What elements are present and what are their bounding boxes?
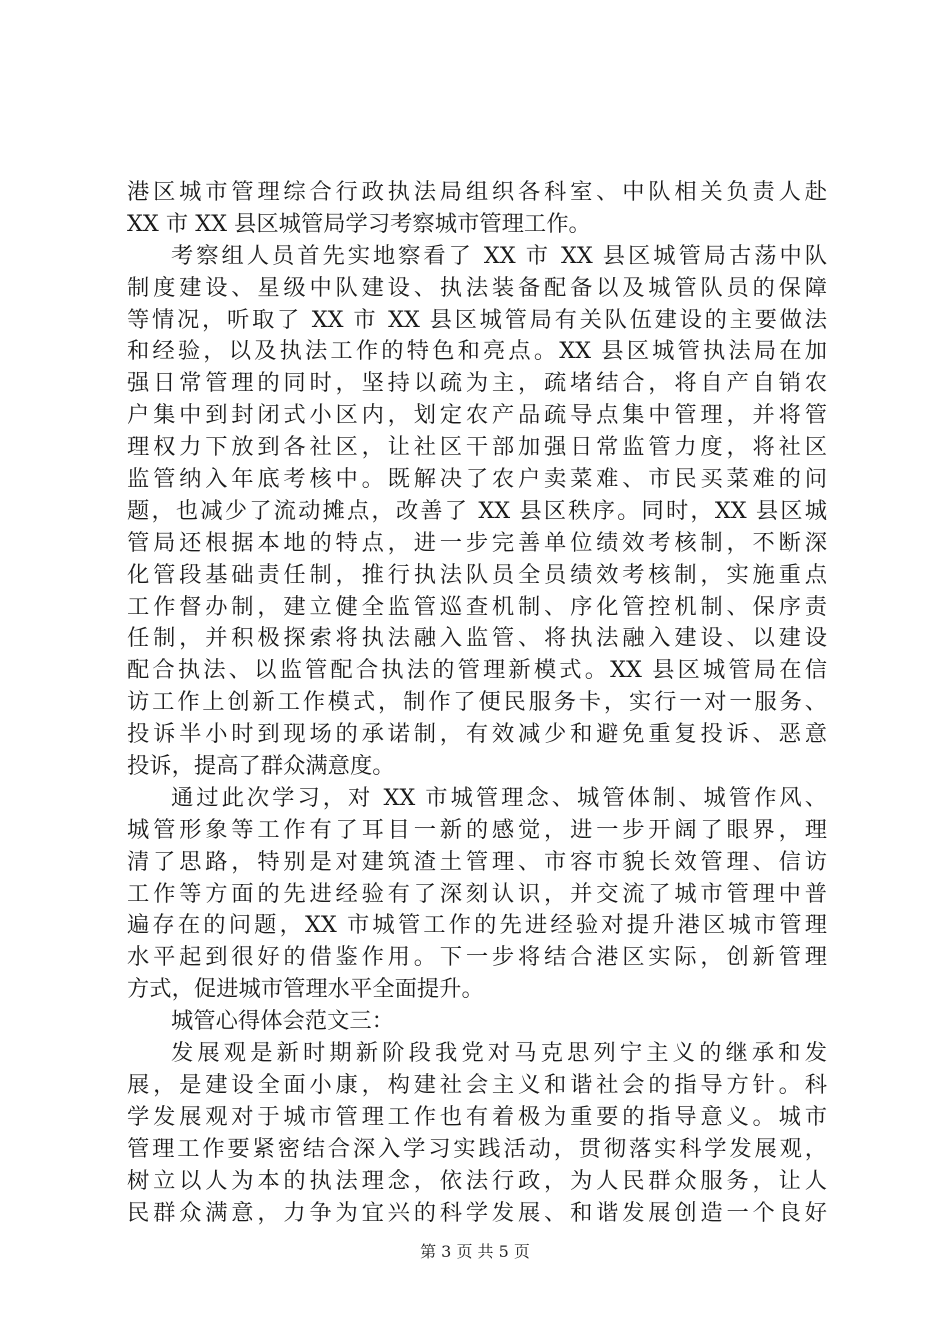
text-line: 强日常管理的同时，坚持以疏为主，疏堵结合，将自产自销农: [127, 370, 827, 397]
text-line: 题，也减少了流动摊点，改善了 XX 县区秩序。同时，XX 县区城: [127, 497, 827, 524]
text-line: 发展观是新时期新阶段我党对马克思列宁主义的继承和发: [171, 1040, 827, 1067]
text-line: 工作督办制，建立健全监管巡查机制、序化管控机制、保序责: [127, 593, 827, 620]
text-line: 方式，促进城市管理水平全面提升。: [127, 976, 484, 1003]
text-line: 配合执法、以监管配合执法的管理新模式。XX 县区城管局在信: [127, 657, 827, 684]
text-line: 监管纳入年底考核中。既解决了农户卖菜难、市民买菜难的问: [127, 466, 827, 493]
document-body: [127, 177, 827, 1229]
text-line: 等情况，听取了 XX 市 XX 县区城管局有关队伍建设的主要做法: [127, 306, 827, 333]
text-line: 遍存在的问题，XX 市城管工作的先进经验对提升港区城市管理: [127, 912, 827, 939]
text-line: 港区城市管理综合行政执法局组织各科室、中队相关负责人赴: [127, 179, 827, 205]
text-line: 通过此次学习，对 XX 市城管理念、城管体制、城管作风、: [171, 784, 827, 811]
text-line: 树立以人为本的执法理念，依法行政，为人民群众服务，让人: [127, 1167, 827, 1194]
text-line: 学发展观对于城市管理工作也有着极为重要的指导意义。城市: [127, 1103, 827, 1130]
text-line: 民群众满意，力争为宜兴的科学发展、和谐发展创造一个良好: [127, 1199, 827, 1226]
text-line: 管局还根据本地的特点，进一步完善单位绩效考核制，不断深: [127, 529, 827, 556]
text-line: 考察组人员首先实地察看了 XX 市 XX 县区城管局古荡中队: [171, 242, 827, 269]
text-line: 投诉半小时到现场的承诺制，有效减少和避免重复投诉、恶意: [127, 721, 827, 748]
text-line: 管理工作要紧密结合深入学习实践活动，贯彻落实科学发展观，: [127, 1135, 827, 1162]
text-line: 展，是建设全面小康，构建社会主义和谐社会的指导方针。科: [127, 1071, 827, 1098]
text-line: 访工作上创新工作模式，制作了便民服务卡，实行一对一服务、: [127, 689, 827, 716]
text-line: 水平起到很好的借鉴作用。下一步将结合港区实际，创新管理: [127, 944, 827, 971]
text-line: XX 市 XX 县区城管局学习考察城市管理工作。: [127, 210, 591, 237]
page-footer: 第 3 页 共 5 页: [420, 1242, 530, 1261]
text-line: 投诉，提高了群众满意度。: [127, 753, 395, 780]
text-line: 化管段基础责任制，推行执法队员全员绩效考核制，实施重点: [127, 561, 827, 588]
text-line: 户集中到封闭式小区内，划定农产品疏导点集中管理，并将管: [127, 402, 827, 429]
text-line: 任制，并积极探索将执法融入监管、将执法融入建设、以建设: [127, 625, 827, 652]
text-line: 城管心得体会范文三：: [171, 1008, 394, 1035]
text-line: 制度建设、星级中队建设、执法装备配备以及城管队员的保障: [127, 274, 827, 301]
text-line: 和经验，以及执法工作的特色和亮点。XX 县区城管执法局在加: [127, 338, 827, 365]
text-line: 理权力下放到各社区，让社区干部加强日常监管力度，将社区: [127, 434, 827, 461]
text-line: 城管形象等工作有了耳目一新的感觉，进一步开阔了眼界，理: [127, 816, 827, 843]
text-line: 清了思路，特别是对建筑渣土管理、市容市貌长效管理、信访: [127, 848, 827, 875]
text-line: 工作等方面的先进经验有了深刻认识，并交流了城市管理中普: [127, 880, 827, 907]
